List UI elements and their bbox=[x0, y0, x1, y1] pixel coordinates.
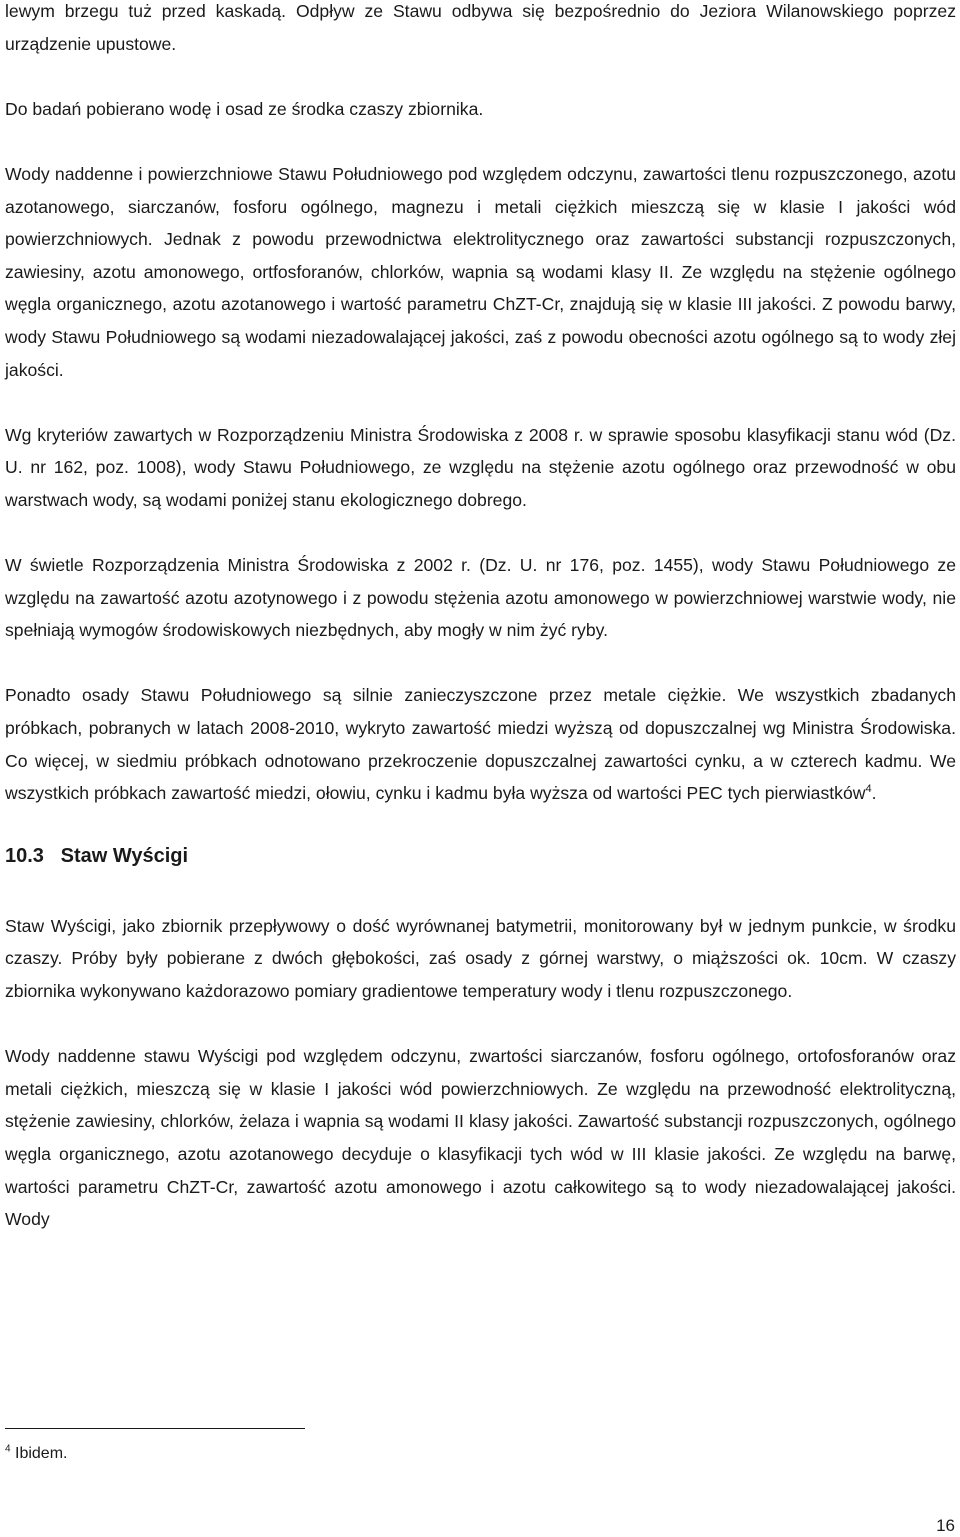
paragraph-sediments bbox=[5, 679, 956, 809]
footnote-separator bbox=[5, 1428, 305, 1429]
section-number: 10.3 bbox=[5, 844, 44, 867]
paragraph-staw-wyscigi-monitoring: Staw Wyścigi, jako zbiornik przepływowy o dość wyrównanej batymetrii, monitorowany był w jednym punkcie, w środku czaszy. Próby były pobierane z dwóch głębokości, zaś osady z górnej warstwy, o miąższości ok. 10cm. W czaszy zbiornika wykonywano każdorazowo pomiary gradientowe temperatury wody i tlenu rozpuszczonego. bbox=[5, 915, 956, 1002]
page-number: 16 bbox=[936, 1516, 955, 1535]
paragraph-regulation-2002: W świetle Rozporządzenia Ministra Środowiska z 2002 r. (Dz. U. nr 176, poz. 1455), wody Stawu Południowego ze względu na zawartość azotu azotynowego i z powodu stężenia azotu amonowego w powierzchniowej warstwie wody, nie spełniają wymogów środowiskowych niezbędnych, aby mogły w nim żyć ryby. bbox=[5, 555, 956, 641]
sediments-text-end: . bbox=[871, 783, 877, 804]
document-page bbox=[5, 0, 956, 1236]
section-heading bbox=[5, 840, 956, 872]
paragraph-staw-wyscigi-quality: Wody naddenne stawu Wyścigi pod względem odczynu, zwartości siarczanów, fosforu ogólnego, ortofosforanów oraz metali ciężkich, mieszczą się w klasie I jakości wód powierzchniowych. Ze względu na przewodność elektrolityczną, stężenie zawiesiny, chlorków, żelaza i wapnia są wodami II klasy jakości. Zawartość substancji rozpuszczonych, ogólnego węgla organicznego, azotu azotanowego decyduje o klasyfikacji tych wód w III klasie jakości. Ze względu na barwę, wartości parametru ChZT-Cr, zawartość azotu amonowego i azotu całkowitego są to wody niezadowalającej jakości. Wody bbox=[5, 1046, 956, 1230]
paragraph-regulation-2008: Wg kryteriów zawartych w Rozporządzeniu Ministra Środowiska z 2008 r. w sprawie sposobu klasyfikacji stanu wód (Dz. U. nr 162, poz. 1008), wody Stawu Południowego, ze względu na stężenie azotu ogólnego oraz przewodność w obu warstwach wody, są wodami poniżej stanu ekologicznego dobrego. bbox=[5, 424, 956, 510]
footnote-number: 4 bbox=[5, 1443, 11, 1455]
footnote-text: Ibidem. bbox=[10, 1445, 68, 1462]
paragraph-outflow: lewym brzegu tuż przed kaskadą. Odpływ ze Stawu odbywa się bezpośrednio do Jeziora Wilanowskiego poprzez urządzenie upustowe. bbox=[5, 1, 956, 54]
sediments-text: Ponadto osady Stawu Południowego są silnie zanieczyszczone przez metale ciężkie. We wszystkich zbadanych próbkach, pobranych w latach 2008-2010, wykryto zawartość miedzi wyższą od dopuszczalnej wg Ministra Środowiska. Co więcej, w siedmiu próbkach odnotowano przekroczenie dopuszczalnej zawartości cynku, a w czterech kadmu. We wszystkich próbkach zawartość miedzi, ołowiu, cynku i kadmu była wyższa od wartości PEC tych pierwiastków bbox=[5, 685, 956, 804]
paragraph-water-classes: Wody naddenne i powierzchniowe Stawu Południowego pod względem odczynu, zawartości tlenu rozpuszczonego, azotu azotanowego, siarczanów, fosforu ogólnego, magnezu i metali ciężkich mieszczą się w klasie I jakości wód powierzchniowych. Jednak z powodu przewodnictwa elektrolitycznego oraz zawartości substancji rozpuszczonych, zawiesiny, azotu amonowego, ortfosforanów, chlorków, wapnia są wodami klasy II. Ze względu na stężenie ogólnego węgla organicznego, azotu azotanowego i wartość parametru ChZT-Cr, znajdują się w klasie III jakości. Z powodu barwy, wody Stawu Południowego są wodami niezadowalającej jakości, zaś z powodu obecności azotu ogólnego są to wody złej jakości. bbox=[5, 163, 956, 380]
section-title: Staw Wyścigi bbox=[60, 844, 189, 867]
paragraph-sampling: Do badań pobierano wodę i osad ze środka czaszy zbiornika. bbox=[5, 98, 484, 119]
footnote-reference[interactable]: 4 bbox=[865, 783, 872, 796]
footnote bbox=[5, 1442, 67, 1466]
